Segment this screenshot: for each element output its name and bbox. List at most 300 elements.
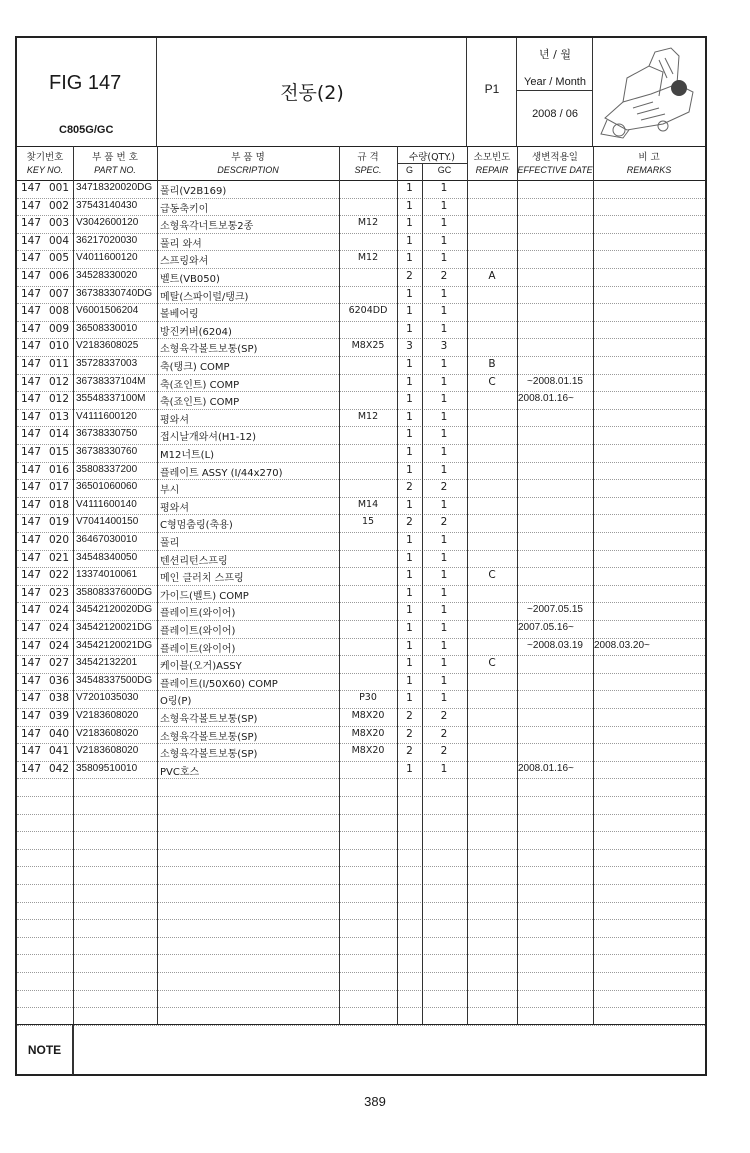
cell-part: 35728337003 — [76, 358, 138, 369]
cell-key: 020 — [49, 534, 70, 546]
note-label: NOTE — [17, 1025, 73, 1075]
note-section — [17, 1024, 705, 1075]
cell-g: 1 — [406, 305, 413, 318]
cell-key: 041 — [49, 745, 70, 758]
cell-spec: M12 — [357, 252, 379, 264]
cell-gc: 2 — [440, 516, 448, 529]
cell-gc: 1 — [440, 375, 448, 388]
cell-key: 007 — [49, 287, 70, 300]
table-row — [17, 497, 705, 516]
cell-key: 027 — [49, 657, 70, 670]
cell-spec: M8X20 — [351, 710, 385, 721]
cell-g: 1 — [406, 393, 413, 406]
cell-fig: 147 — [21, 534, 42, 546]
table-row — [17, 550, 705, 569]
cell-desc: 소형육각볼트보통(SP) — [160, 731, 258, 743]
col-rem-ko: 비 고 — [638, 152, 660, 163]
col-desc-ko: 부 품 명 — [231, 152, 265, 163]
cell-desc: 메탈(스파이럴/탱크) — [160, 291, 249, 303]
cell-gc: 1 — [440, 428, 448, 441]
machine-illustration — [593, 38, 705, 146]
cell-fig: 147 — [21, 745, 42, 758]
cell-fig: 147 — [21, 340, 42, 353]
cell-desc: 풀리(V2B169) — [160, 186, 227, 197]
cell-rem: 2008.03.20~ — [594, 639, 650, 651]
cell-key: 040 — [49, 727, 70, 740]
cell-part: 35808337600DG — [76, 586, 153, 598]
empty-row — [17, 902, 705, 921]
table-row — [17, 462, 705, 481]
cell-key: 018 — [49, 498, 70, 511]
table-row — [17, 215, 705, 234]
cell-g: 1 — [406, 287, 413, 300]
title-cell — [157, 38, 467, 146]
cell-part: 36738330760 — [76, 446, 138, 457]
table-row — [17, 268, 705, 287]
col-qty-gc: GC — [437, 165, 452, 175]
table-row — [17, 391, 705, 410]
cell-g: 1 — [406, 217, 413, 230]
year-month-cell — [517, 38, 593, 146]
cell-fig: 147 — [21, 674, 42, 687]
cell-fig: 147 — [21, 182, 42, 194]
cell-key: 008 — [49, 305, 70, 318]
cell-desc: O링(P) — [160, 696, 192, 708]
cell-g: 1 — [406, 569, 413, 582]
cell-desc: 평와셔 — [160, 502, 189, 514]
cell-gc: 2 — [440, 710, 448, 722]
cell-key: 015 — [49, 446, 70, 458]
cell-repair: C — [488, 375, 496, 388]
cell-gc: 1 — [440, 657, 448, 670]
cell-part: V3042600120 — [76, 217, 139, 229]
cell-part: 36738337104M — [76, 375, 146, 387]
table-row — [17, 233, 705, 252]
cell-spec: P30 — [359, 692, 377, 704]
cell-g: 3 — [406, 340, 413, 353]
table-row — [17, 250, 705, 269]
table-row — [17, 444, 705, 463]
cell-g: 1 — [406, 322, 413, 335]
cell-g: 1 — [406, 410, 413, 423]
page-number: 389 — [364, 1094, 386, 1109]
cell-desc: 소형육각너트보통2종 — [160, 221, 254, 233]
cell-part: 34548340050 — [76, 551, 138, 563]
col-part-ko: 부 품 번 호 — [92, 152, 138, 163]
cell-part: 36738330750 — [76, 428, 138, 440]
cell-part: 37543140430 — [76, 199, 138, 211]
cell-eff: ~2008.01.15 — [527, 375, 583, 387]
col-desc-en: DESCRIPTION — [217, 165, 279, 175]
cell-gc: 1 — [440, 463, 448, 476]
cell-spec: 6204DD — [348, 305, 388, 317]
cell-fig: 147 — [21, 604, 42, 617]
cell-part: 34528330020 — [76, 270, 138, 281]
cell-part: 36217020030 — [76, 234, 138, 246]
cell-key: 006 — [49, 270, 70, 282]
cell-desc: 플레이트 ASSY (I/44x270) — [160, 467, 283, 479]
cell-fig: 147 — [21, 586, 42, 599]
divider-qty — [422, 163, 423, 1024]
cell-g: 1 — [406, 199, 413, 212]
cell-fig: 147 — [21, 498, 42, 511]
table-row — [17, 479, 705, 498]
cell-g: 1 — [406, 674, 413, 687]
cell-part: V4111600120 — [76, 410, 137, 422]
cell-eff: 2008.01.16~ — [518, 762, 574, 774]
table-row — [17, 409, 705, 428]
cell-key: 042 — [49, 762, 70, 775]
column-header — [17, 146, 705, 181]
divider-key — [73, 146, 74, 1074]
cell-key: 011 — [49, 358, 70, 370]
cell-eff: ~2008.03.19 — [527, 639, 583, 651]
col-rem-en: REMARKS — [626, 165, 672, 175]
cell-gc: 1 — [440, 604, 448, 617]
cell-key: 010 — [49, 340, 70, 353]
cell-key: 038 — [49, 692, 70, 705]
cell-gc: 1 — [440, 287, 448, 300]
cell-desc: 벨트(VB050) — [160, 274, 220, 285]
cell-part: 36467030010 — [76, 534, 138, 545]
empty-row — [17, 937, 705, 956]
cell-part: 34542120021DG — [76, 622, 153, 633]
empty-row — [17, 972, 705, 991]
cell-fig: 147 — [21, 358, 42, 370]
cell-part: V2183608020 — [76, 710, 139, 721]
cell-gc: 1 — [440, 199, 448, 212]
cell-gc: 1 — [440, 393, 448, 406]
cell-part: V6001506204 — [76, 305, 139, 317]
cell-g: 2 — [406, 727, 413, 740]
cell-g: 1 — [406, 657, 413, 670]
divider-gc — [467, 146, 468, 1024]
cell-g: 2 — [406, 710, 413, 722]
cell-fig: 147 — [21, 428, 42, 441]
cell-g: 1 — [406, 762, 413, 775]
cell-key: 024 — [49, 639, 70, 652]
cell-repair: C — [488, 657, 496, 670]
table-row — [17, 514, 705, 533]
cell-eff: 2008.01.16~ — [518, 393, 574, 405]
divider-part — [157, 146, 158, 1024]
empty-row — [17, 1007, 705, 1026]
cell-key: 022 — [49, 569, 70, 582]
cell-fig: 147 — [21, 569, 42, 582]
cell-gc: 1 — [440, 252, 448, 265]
cell-gc: 2 — [440, 270, 448, 282]
table-row — [17, 620, 705, 639]
page-code: P1 — [484, 82, 500, 96]
cell-desc: 소형육각볼트보통(SP) — [160, 714, 258, 725]
cell-fig: 147 — [21, 217, 42, 230]
table-row — [17, 655, 705, 674]
table-row — [17, 602, 705, 621]
cell-gc: 1 — [440, 234, 448, 247]
table-row — [17, 374, 705, 393]
cell-key: 012 — [49, 393, 70, 406]
cell-fig: 147 — [21, 481, 42, 494]
cell-g: 2 — [406, 745, 413, 758]
year-month-ko: 년 / 월 — [539, 48, 571, 61]
cell-part: V2183608020 — [76, 727, 139, 739]
cell-desc: 축(죠인트) COMP — [160, 379, 240, 391]
table-row — [17, 356, 705, 375]
cell-desc: PVC호스 — [160, 766, 200, 778]
cell-gc: 1 — [440, 498, 448, 511]
empty-row — [17, 866, 705, 885]
divider-eff — [593, 146, 594, 1024]
cell-part: 36508330010 — [76, 322, 138, 334]
cell-g: 2 — [406, 270, 413, 282]
col-key-ko: 찾기번호 — [26, 152, 64, 163]
cell-desc: 가이드(벨트) COMP — [160, 590, 249, 602]
cell-g: 1 — [406, 622, 413, 634]
cell-spec: M8X20 — [351, 727, 385, 739]
cell-fig: 147 — [21, 463, 42, 476]
cell-part: V2183608020 — [76, 745, 139, 757]
cell-gc: 1 — [440, 446, 448, 458]
model-label: C805G/GC — [59, 124, 114, 136]
combine-harvester-icon — [593, 38, 705, 146]
cell-fig: 147 — [21, 410, 42, 423]
col-eff-en: EFFECTIVE DATE — [517, 165, 593, 175]
cell-desc: C형멈춤링(축용) — [160, 520, 233, 532]
cell-g: 1 — [406, 534, 413, 546]
cell-desc: 플레이트(와이어) — [160, 643, 236, 655]
cell-key: 019 — [49, 516, 70, 529]
cell-desc: 축(탱크) COMP — [160, 362, 230, 373]
cell-desc: 텐션리턴스프링 — [160, 555, 228, 567]
cell-spec: M8X20 — [351, 745, 385, 757]
cell-desc: 방진커버(6204) — [160, 326, 232, 338]
cell-gc: 1 — [440, 569, 448, 582]
cell-spec: M8X25 — [351, 340, 385, 352]
cell-gc: 1 — [440, 358, 448, 370]
cell-part: 34718320020DG — [76, 182, 153, 193]
cell-gc: 1 — [440, 622, 448, 634]
cell-desc: 평와셔 — [160, 414, 189, 426]
cell-repair: A — [488, 270, 496, 282]
cell-fig: 147 — [21, 727, 42, 740]
cell-part: 36738330740DG — [76, 287, 153, 299]
cell-fig: 147 — [21, 252, 42, 265]
col-eff-ko: 생변적용일 — [532, 152, 578, 163]
cell-spec: M12 — [357, 217, 379, 229]
cell-g: 1 — [406, 692, 413, 705]
cell-gc: 1 — [440, 534, 448, 546]
cell-gc: 1 — [440, 217, 448, 230]
cell-desc: 부시 — [160, 485, 180, 497]
col-key-en: KEY NO. — [26, 165, 64, 175]
fig-cell — [17, 38, 157, 146]
cell-key: 016 — [49, 463, 70, 476]
cell-g: 1 — [406, 428, 413, 441]
table-row — [17, 743, 705, 762]
cell-fig: 147 — [21, 657, 42, 670]
table-row — [17, 708, 705, 727]
cell-key: 023 — [49, 586, 70, 599]
cell-fig: 147 — [21, 287, 42, 300]
col-spec-en: SPEC. — [354, 165, 382, 175]
cell-gc: 2 — [440, 745, 448, 758]
qty-divider — [397, 163, 467, 164]
cell-eff: 2007.05.16~ — [518, 622, 574, 633]
cell-key: 024 — [49, 622, 70, 634]
cell-g: 1 — [406, 234, 413, 247]
empty-row — [17, 814, 705, 833]
page-title: 전동(2) — [280, 82, 344, 104]
issue-date: 2008 / 06 — [532, 108, 578, 120]
cell-g: 1 — [406, 252, 413, 265]
cell-desc: 메인 클러치 스프링 — [160, 573, 244, 585]
cell-repair: C — [488, 569, 496, 582]
cell-g: 1 — [406, 463, 413, 476]
table-row — [17, 321, 705, 340]
cell-key: 036 — [49, 674, 70, 687]
cell-desc: 풀리 와셔 — [160, 238, 202, 250]
cell-key: 012 — [49, 375, 70, 388]
cell-key: 017 — [49, 481, 70, 494]
cell-spec: 15 — [361, 516, 375, 528]
cell-g: 1 — [406, 604, 413, 617]
cell-gc: 1 — [440, 551, 448, 564]
cell-spec: M12 — [357, 410, 379, 422]
cell-desc: 플레이트(I/50X60) COMP — [160, 678, 278, 690]
col-part-en: PART NO. — [94, 165, 136, 175]
empty-row — [17, 990, 705, 1009]
cell-fig: 147 — [21, 234, 42, 247]
col-spec-ko: 규 격 — [357, 152, 379, 163]
cell-key: 002 — [49, 199, 70, 212]
cell-gc: 3 — [440, 340, 448, 353]
table-row — [17, 303, 705, 322]
cell-fig: 147 — [21, 375, 42, 388]
cell-part: 34542120021DG — [76, 639, 153, 651]
cell-g: 1 — [406, 446, 413, 458]
cell-part: V7041400150 — [76, 516, 139, 528]
table-row — [17, 198, 705, 217]
cell-fig: 147 — [21, 639, 42, 652]
table-row — [17, 567, 705, 586]
cell-part: 36501060060 — [76, 481, 138, 493]
col-qty-g: G — [405, 165, 413, 175]
cell-spec: M14 — [357, 498, 379, 510]
cell-key: 001 — [49, 182, 70, 194]
header-block — [17, 38, 705, 147]
cell-key: 003 — [49, 217, 70, 230]
cell-part: 34542120020DG — [76, 604, 153, 616]
cell-fig: 147 — [21, 270, 42, 282]
empty-row — [17, 954, 705, 973]
cell-desc: 스프링와셔 — [160, 256, 209, 268]
cell-g: 1 — [406, 586, 413, 599]
year-month-divider — [517, 90, 593, 91]
page-code-cell — [467, 38, 517, 146]
cell-gc: 1 — [440, 762, 448, 775]
col-repair-en: REPAIR — [475, 165, 509, 175]
cell-gc: 1 — [440, 674, 448, 687]
parts-sheet — [15, 36, 707, 1076]
cell-desc: 축(죠인트) COMP — [160, 397, 240, 409]
cell-gc: 2 — [440, 481, 448, 494]
cell-desc: M12너트(L) — [160, 450, 215, 461]
year-month-en: Year / Month — [524, 76, 586, 88]
empty-row — [17, 919, 705, 938]
cell-desc: 소형육각볼트보통(SP) — [160, 344, 258, 356]
cell-fig: 147 — [21, 762, 42, 775]
cell-desc: 플레이트(와이어) — [160, 626, 236, 637]
table-row — [17, 286, 705, 305]
empty-row — [17, 796, 705, 815]
divider-repair — [517, 146, 518, 1024]
cell-fig: 147 — [21, 446, 42, 458]
cell-fig: 147 — [21, 692, 42, 705]
cell-fig: 147 — [21, 199, 42, 212]
cell-key: 039 — [49, 710, 70, 722]
cell-desc: 풀리 — [160, 538, 180, 549]
table-row — [17, 673, 705, 692]
cell-gc: 1 — [440, 322, 448, 335]
empty-row — [17, 884, 705, 903]
table-row — [17, 180, 705, 199]
table-row — [17, 726, 705, 745]
cell-fig: 147 — [21, 322, 42, 335]
cell-gc: 1 — [440, 692, 448, 705]
cell-fig: 147 — [21, 622, 42, 634]
cell-g: 1 — [406, 551, 413, 564]
cell-fig: 147 — [21, 393, 42, 406]
cell-fig: 147 — [21, 710, 42, 722]
cell-part: 35808337200 — [76, 463, 138, 475]
col-qty-ko: 수량(QTY.) — [409, 152, 455, 163]
cell-g: 1 — [406, 498, 413, 511]
cell-desc: 접시날개와셔(H1-12) — [160, 432, 256, 444]
cell-key: 004 — [49, 234, 70, 247]
empty-row — [17, 778, 705, 797]
cell-gc: 2 — [440, 727, 448, 740]
cell-desc: 플레이트(와이어) — [160, 608, 236, 620]
cell-g: 1 — [406, 358, 413, 370]
cell-part: 34548337500DG — [76, 674, 153, 686]
cell-key: 021 — [49, 551, 70, 564]
cell-part: 35548337100M — [76, 393, 146, 405]
table-row — [17, 761, 705, 780]
col-repair-ko: 소모빈도 — [473, 152, 511, 163]
cell-g: 1 — [406, 639, 413, 652]
cell-key: 014 — [49, 428, 70, 441]
cell-part: 34542132201 — [76, 657, 138, 669]
cell-gc: 1 — [440, 639, 448, 652]
cell-g: 2 — [406, 481, 413, 494]
cell-eff: ~2007.05.15 — [527, 604, 583, 616]
cell-g: 2 — [406, 516, 413, 529]
table-row — [17, 638, 705, 657]
table-row — [17, 338, 705, 357]
fig-label: FIG 147 — [49, 72, 122, 94]
table-row — [17, 585, 705, 604]
cell-key: 024 — [49, 604, 70, 617]
table-row — [17, 532, 705, 551]
divider-spec — [397, 146, 398, 1024]
cell-part: V4011600120 — [76, 252, 138, 264]
cell-part: 35809510010 — [76, 762, 138, 774]
cell-gc: 1 — [440, 182, 448, 194]
cell-fig: 147 — [21, 305, 42, 318]
empty-row — [17, 849, 705, 868]
cell-key: 013 — [49, 410, 70, 423]
cell-key: 005 — [49, 252, 70, 265]
